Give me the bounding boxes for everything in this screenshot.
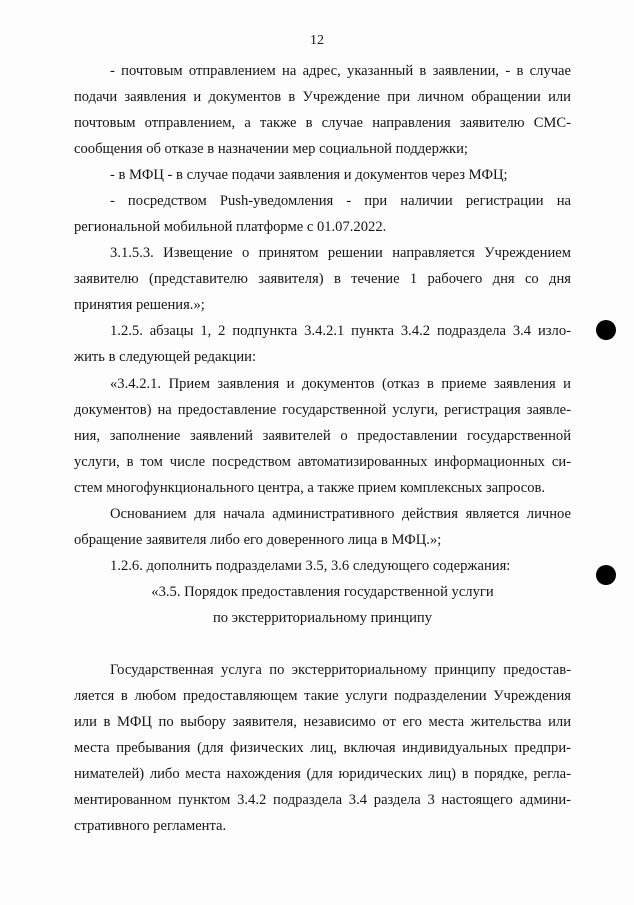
text-line: сообщения об отказе в назначении мер социальной поддержки; bbox=[74, 141, 468, 157]
punch-hole-top bbox=[596, 320, 616, 340]
text-line: обращение заявителя либо его доверенного лица в МФЦ.»; bbox=[74, 532, 442, 548]
text-line: ментированном пунктом 3.4.2 подраздела 3.4 раздела 3 настоящего админи- bbox=[74, 792, 571, 808]
section-heading bbox=[74, 579, 571, 631]
text-line: - почтовым отправлением на адрес, указанный в заявлении, - в случае bbox=[110, 63, 571, 79]
text-line: подачи заявления и документов в Учреждение при личном обращении или bbox=[74, 89, 571, 105]
text-line: ляется в любом предоставляющем такие услуги подразделении Учреждения bbox=[74, 688, 571, 704]
text-line: - в МФЦ - в случае подачи заявления и документов через МФЦ; bbox=[110, 167, 508, 183]
body-text-bottom bbox=[74, 657, 571, 839]
text-line: 3.1.5.3. Извещение о принятом решении направляется Учреждением bbox=[110, 245, 571, 261]
text-line: нимателей) либо места нахождения (для юридических лиц) в порядке, регла- bbox=[74, 766, 571, 782]
text-line: стем многофункционального центра, а также прием комплексных запросов. bbox=[74, 480, 546, 496]
text-line: жить в следующей редакции: bbox=[74, 349, 257, 365]
text-line: - посредством Push-уведомления - при наличии регистрации на bbox=[110, 193, 571, 209]
text-line: документов) на предоставление государственной услуги, регистрация заявле- bbox=[74, 402, 571, 418]
text-line: Основанием для начала административного действия является личное bbox=[110, 506, 571, 522]
text-line: принятия решения.»; bbox=[74, 297, 205, 313]
body-text-top bbox=[74, 58, 571, 370]
text-line: места пребывания (для физических лиц, включая индивидуальных предпри- bbox=[74, 740, 571, 756]
text-line: «3.4.2.1. Прием заявления и документов (отказ в приеме заявления и bbox=[110, 376, 571, 392]
text-line: услуги, в том числе посредством автоматизированных информационных си- bbox=[74, 454, 571, 470]
text-line: или в МФЦ по выбору заявителя, независимо от его места жительства или bbox=[74, 714, 571, 730]
text-line: 1.2.5. абзацы 1, 2 подпункта 3.4.2.1 пункта 3.4.2 подраздела 3.4 изло- bbox=[110, 323, 571, 339]
text-line: Государственная услуга по экстерриториальному принципу предостав- bbox=[110, 662, 571, 678]
body-text-middle bbox=[74, 371, 571, 579]
text-line: почтовым отправлением, а также в случае направления заявителю СМС- bbox=[74, 115, 571, 131]
text-line: ния, заполнение заявлений заявителей о предоставлении государственной bbox=[74, 428, 571, 444]
page-number: 12 bbox=[310, 33, 324, 48]
text-line: заявителю (представителю заявителя) в течение 1 рабочего дня со дня bbox=[74, 271, 571, 287]
text-line: региональной мобильной платформе с 01.07.2022. bbox=[74, 219, 387, 235]
text-line: стративного регламента. bbox=[74, 818, 227, 834]
text-line: 1.2.6. дополнить подразделами 3.5, 3.6 следующего содержания: bbox=[110, 558, 511, 574]
punch-hole-bottom bbox=[596, 565, 616, 585]
section-heading-line: «3.5. Порядок предоставления государственной услуги bbox=[151, 584, 494, 600]
section-heading-line: по экстерриториальному принципу bbox=[212, 610, 433, 626]
